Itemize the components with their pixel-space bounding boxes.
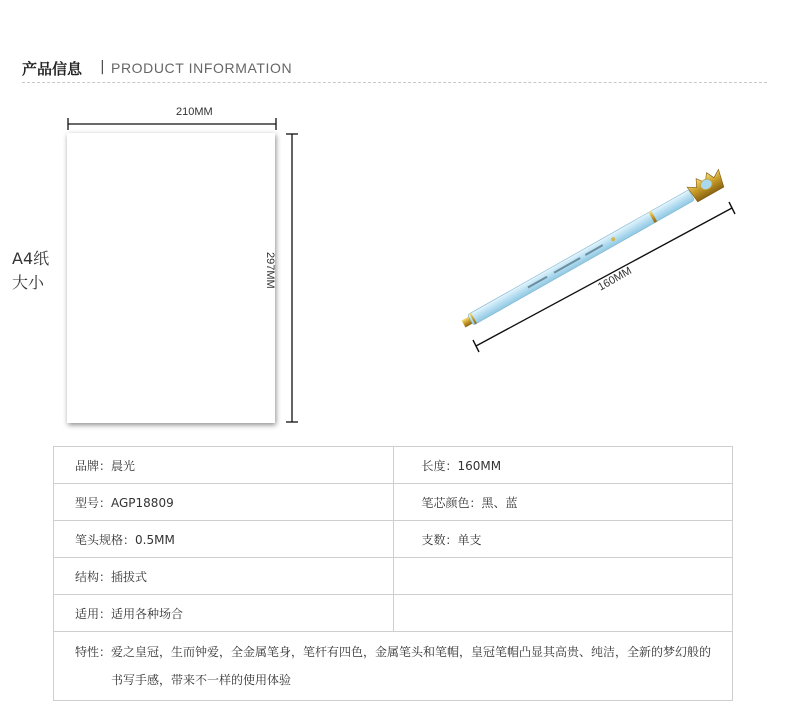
table-row [54, 521, 733, 558]
section-title-en: PRODUCT INFORMATION [111, 60, 293, 76]
spec-tip-size: 笔头规格：0.5MM [54, 521, 394, 558]
spec-table [53, 446, 733, 701]
spec-brand: 品牌：晨光 [54, 447, 394, 484]
spec-model: 型号：AGP18809 [54, 484, 394, 521]
feature-text: 爱之皇冠，生而钟爱，全金属笔身，笔杆有四色，金属笔头和笔帽，皇冠笔帽凸显其高贵、纯洁，全新的梦幻般的书写手感，带来不一样的使用体验 [111, 645, 712, 687]
spec-length: 长度：160MM [393, 447, 733, 484]
spec-quantity: 支数：单支 [393, 521, 733, 558]
spec-features [54, 632, 733, 701]
spec-empty-cell [393, 558, 733, 595]
pen-length-label: 160MM [596, 264, 634, 294]
table-row [54, 558, 733, 595]
paper-width-label: 210MM [176, 106, 213, 118]
feature-key: 特性： [75, 645, 112, 659]
table-row [54, 632, 733, 701]
spec-usage: 适用：适用各种场合 [54, 595, 394, 632]
table-row [54, 595, 733, 632]
spec-empty-cell [393, 595, 733, 632]
section-title-cn: 产品信息 [22, 60, 83, 78]
paper-caption-line2: 大小 [12, 273, 45, 292]
table-row [54, 484, 733, 521]
paper-height-label: 297MM [264, 252, 276, 289]
spec-ink-color: 笔芯颜色：黑、蓝 [393, 484, 733, 521]
title-separator: | [100, 59, 105, 75]
table-row [54, 447, 733, 484]
spec-structure: 结构：插拔式 [54, 558, 394, 595]
paper-caption-line1: A4纸 [12, 249, 50, 268]
